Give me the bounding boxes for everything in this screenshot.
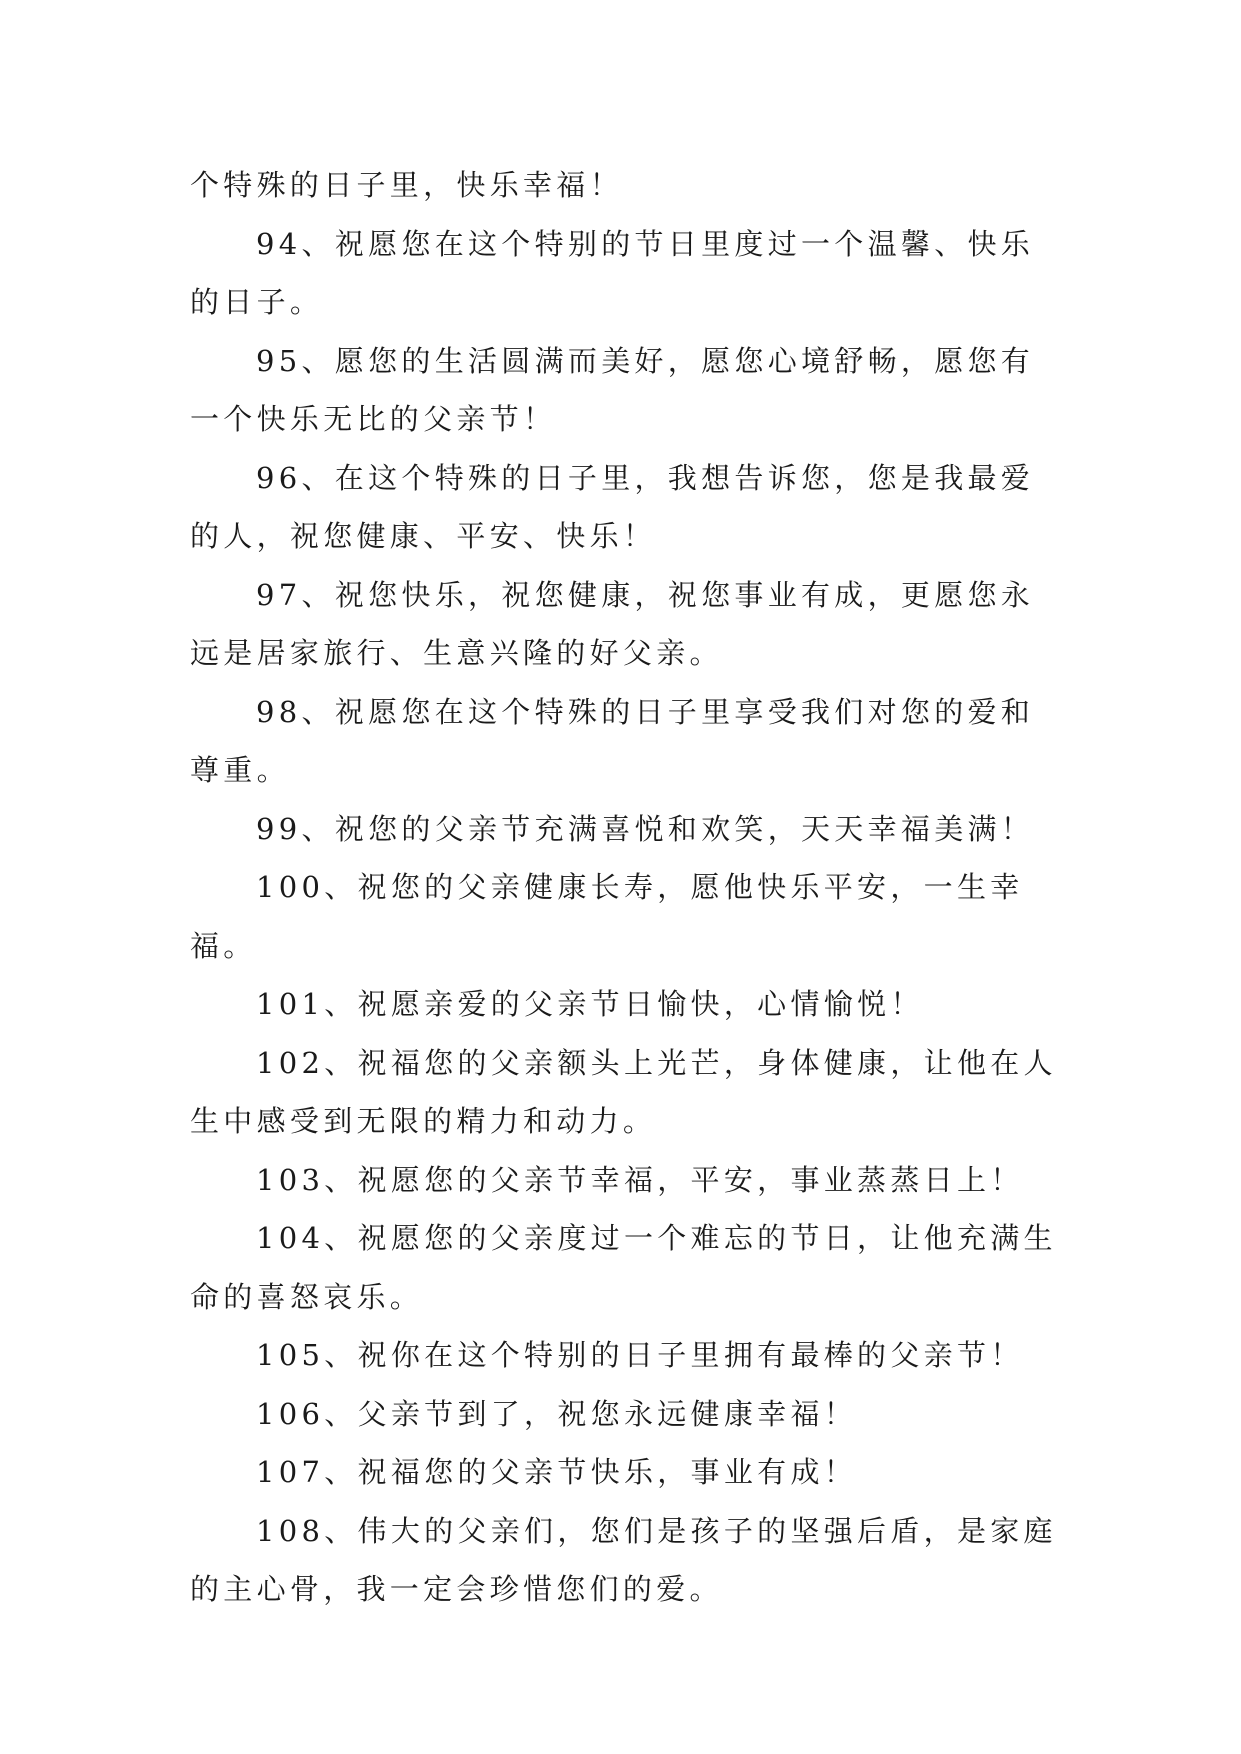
paragraph-item-100: 100、祝您的父亲健康长寿，愿他快乐平安，一生幸福。 [190, 870, 1024, 963]
paragraph-item-108: 108、伟大的父亲们，您们是孩子的坚强后盾，是家庭的主心骨，我一定会珍惜您们的爱。 [190, 1513, 1057, 1606]
paragraph-item-95: 95、愿您的生活圆满而美好，愿您心境舒畅，愿您有一个快乐无比的父亲节！ [190, 343, 1035, 436]
paragraph-item-107: 107、祝福您的父亲节快乐，事业有成！ [256, 1455, 858, 1489]
paragraph-item-94: 94、祝愿您在这个特别的节日里度过一个温馨、快乐的日子。 [190, 226, 1035, 319]
paragraph-item-98: 98、祝愿您在这个特殊的日子里享受我们对您的爱和尊重。 [190, 694, 1035, 787]
paragraph-item-104: 104、祝愿您的父亲度过一个难忘的节日，让他充满生命的喜怒哀乐。 [190, 1221, 1057, 1314]
paragraph-continuation: 个特殊的日子里，快乐幸福！ [190, 168, 623, 202]
paragraph-item-105: 105、祝你在这个特别的日子里拥有最棒的父亲节！ [256, 1338, 1024, 1372]
document-body [190, 156, 1060, 1619]
paragraph-item-99: 99、祝您的父亲节充满喜悦和欢笑，天天幸福美满！ [256, 811, 1035, 846]
paragraph-item-102: 102、祝福您的父亲额头上光芒，身体健康，让他在人生中感受到无限的精力和动力。 [190, 1045, 1057, 1138]
paragraph-item-106: 106、父亲节到了，祝您永远健康幸福！ [256, 1396, 858, 1431]
paragraph-item-101: 101、祝愿亲爱的父亲节日愉快，心情愉悦！ [256, 987, 924, 1021]
paragraph-item-103: 103、祝愿您的父亲节幸福，平安，事业蒸蒸日上！ [256, 1162, 1024, 1197]
paragraph-item-97: 97、祝您快乐，祝您健康，祝您事业有成，更愿您永远是居家旅行、生意兴隆的好父亲。 [190, 577, 1035, 670]
paragraph-item-96: 96、在这个特殊的日子里，我想告诉您，您是我最爱的人，祝您健康、平安、快乐！ [190, 460, 1035, 553]
